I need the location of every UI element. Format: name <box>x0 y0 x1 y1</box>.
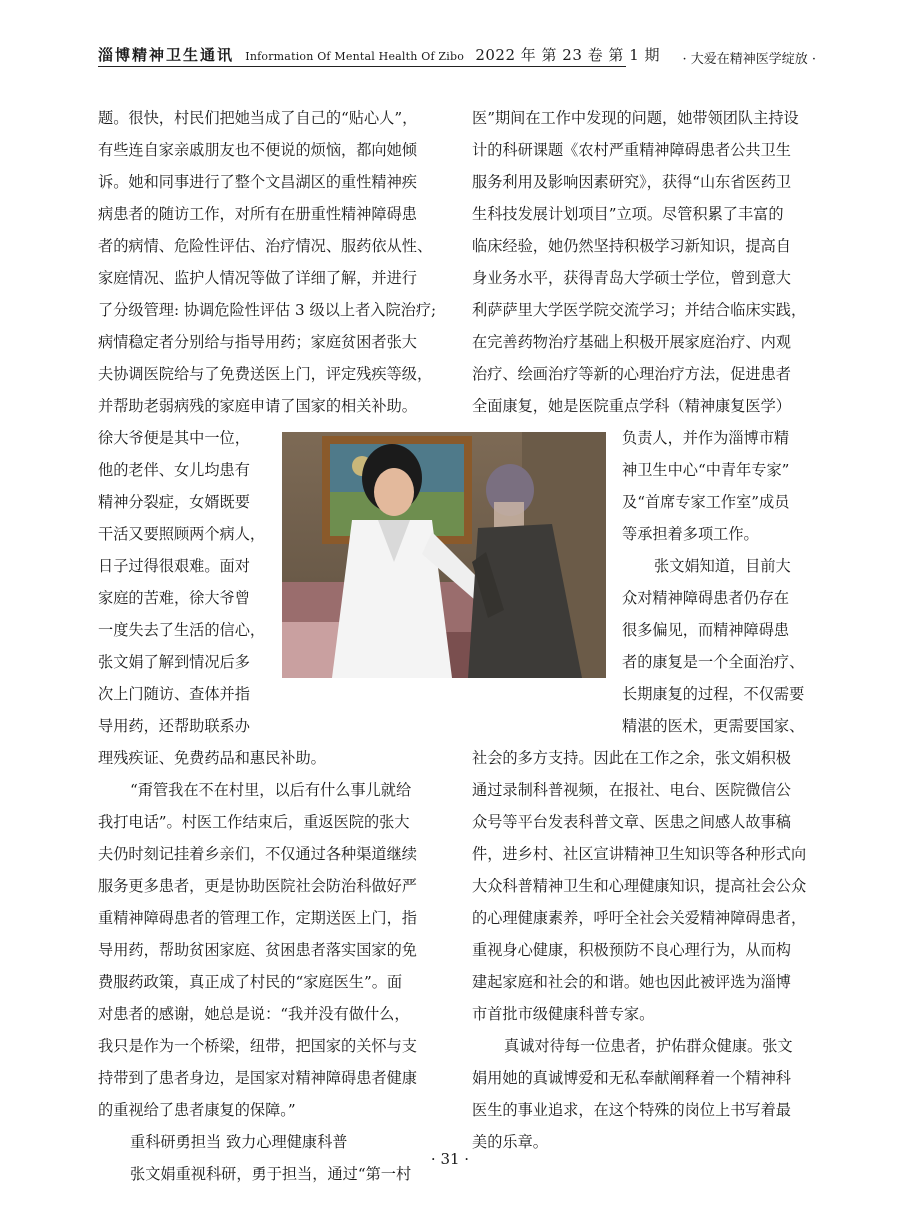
paragraph-line: 病患者的随访工作，对所有在册重性精神障碍患 <box>98 205 417 223</box>
running-header <box>98 44 660 65</box>
paragraph-line: 张文娟了解到情况后多 <box>98 653 250 671</box>
paragraph-line: 我只是作为一个桥梁，纽带，把国家的关怀与支 <box>98 1037 417 1055</box>
paragraph-line: 等承担着多项工作。 <box>622 525 759 543</box>
paragraph-line: 精湛的医术，更需要国家、 <box>622 717 805 735</box>
paragraph-line: 张文娟重视科研，勇于担当，通过“第一村 <box>130 1165 412 1183</box>
header-rule <box>98 66 626 67</box>
paragraph-line: 他的老伴、女儿均患有 <box>98 461 250 479</box>
page-number: · 31 · <box>430 1150 470 1168</box>
photo-doctor-with-patient <box>282 432 606 678</box>
paragraph-line: 对患者的感谢，她总是说：“我并没有做什么， <box>98 1005 410 1023</box>
paragraph-line: 徐大爷便是其中一位， <box>98 429 250 447</box>
journal-title-en: Information Of Mental Health Of Zibo <box>245 50 465 63</box>
paragraph-line: 导用药，还帮助联系办 <box>98 717 250 735</box>
paragraph-line: 的重视给了患者康复的保障。” <box>98 1101 296 1119</box>
article-photo <box>282 432 606 678</box>
paragraph-line: 美的乐章。 <box>472 1133 548 1151</box>
paragraph-line: 的心理健康素养，呼吁全社会关爱精神障碍患者， <box>472 909 807 927</box>
paragraph-line: 件，进乡村、社区宣讲精神卫生知识等各种形式向 <box>472 845 807 863</box>
paragraph-line: 服务更多患者，更是协助医院社会防治科做好严 <box>98 877 417 895</box>
paragraph-line: 建起家庭和社会的和谐。她也因此被评选为淄博 <box>472 973 791 991</box>
paragraph-line: 一度失去了生活的信心， <box>98 621 266 639</box>
paragraph-line: 在完善药物治疗基础上积极开展家庭治疗、内观 <box>472 333 791 351</box>
paragraph-line: 娟用她的真诚博爱和无私奉献阐释着一个精神科 <box>472 1069 791 1087</box>
paragraph-line: 众对精神障碍患者仍存在 <box>622 589 790 607</box>
paragraph-line: 病情稳定者分别给与指导用药；家庭贫困者张大 <box>98 333 417 351</box>
paragraph-line: 神卫生中心“中青年专家” <box>622 461 790 479</box>
paragraph-line: 者的康复是一个全面治疗、 <box>622 653 805 671</box>
paragraph-line: 计的科研课题《农村严重精神障碍患者公共卫生 <box>472 141 791 159</box>
paragraph-line: 者的病情、危险性评估、治疗情况、服药依从性、 <box>98 237 433 255</box>
paragraph-line: 夫协调医院给与了免费送医上门，评定残疾等级， <box>98 365 433 383</box>
paragraph-line: 社会的多方支持。因此在工作之余，张文娟积极 <box>472 749 791 767</box>
paragraph-line: 众号等平台发表科普文章、医患之间感人故事稿 <box>472 813 791 831</box>
journal-title: 淄博精神卫生通讯 <box>98 46 235 64</box>
paragraph-line: 及“首席专家工作室”成员 <box>622 493 790 511</box>
paragraph-line: 家庭情况、监护人情况等做了详细了解，并进行 <box>98 269 417 287</box>
paragraph-line: 次上门随访、查体并指 <box>98 685 250 703</box>
paragraph-line: 服务利用及影响因素研究》，获得“山东省医药卫 <box>472 173 792 191</box>
paragraph-line: 临床经验，她仍然坚持积极学习新知识，提高自 <box>472 237 791 255</box>
paragraph-line: 市首批市级健康科普专家。 <box>472 1005 655 1023</box>
issue-info: 2022 年 第 23 卷 第 1 期 <box>475 46 661 64</box>
paragraph-line: 导用药，帮助贫困家庭、贫困患者落实国家的免 <box>98 941 417 959</box>
paragraph-line: 理残疾证、免费药品和惠民补助。 <box>98 749 326 767</box>
paragraph-line: 日子过得很艰难。面对 <box>98 557 250 575</box>
paragraph-line: 负责人，并作为淄博市精 <box>622 429 790 447</box>
paragraph-line: 长期康复的过程，不仅需要 <box>622 685 805 703</box>
paragraph-line: 我打电话”。村医工作结束后，重返医院的张大 <box>98 813 410 831</box>
paragraph-line: 干活又要照顾两个病人， <box>98 525 266 543</box>
paragraph-line: 很多偏见，而精神障碍患 <box>622 621 790 639</box>
paragraph-line: 精神分裂症，女婿既要 <box>98 493 250 511</box>
paragraph-line: 身业务水平，获得青岛大学硕士学位，曾到意大 <box>472 269 791 287</box>
paragraph-line: 并帮助老弱病残的家庭申请了国家的相关补助。 <box>98 397 417 415</box>
paragraph-line: 有些连自家亲戚朋友也不便说的烦恼，都向她倾 <box>98 141 417 159</box>
paragraph-line: 诉。她和同事进行了整个文昌湖区的重性精神疾 <box>98 173 417 191</box>
paragraph-line: 全面康复，她是医院重点学科（精神康复医学） <box>472 397 791 415</box>
paragraph-line: 真诚对待每一位患者，护佑群众健康。张文 <box>504 1037 793 1055</box>
paragraph-line: 医”期间在工作中发现的问题，她带领团队主持设 <box>472 109 799 127</box>
paragraph-line: 医生的事业追求，在这个特殊的岗位上书写着最 <box>472 1101 791 1119</box>
paragraph-line: 题。很快，村民们把她当成了自己的“贴心人”， <box>98 109 418 127</box>
paragraph-line: 通过录制科普视频，在报社、电台、医院微信公 <box>472 781 791 799</box>
paragraph-line: 夫仍时刻记挂着乡亲们，不仅通过各种渠道继续 <box>98 845 417 863</box>
paragraph-line: 费服药政策，真正成了村民的“家庭医生”。面 <box>98 973 403 991</box>
section-heading: 重科研勇担当 致力心理健康科普 <box>130 1133 348 1151</box>
paragraph-line: 大众科普精神卫生和心理健康知识，提高社会公众 <box>472 877 807 895</box>
paragraph-line: 重视身心健康，积极预防不良心理行为，从而构 <box>472 941 791 959</box>
paragraph-line: 了分级管理: 协调危险性评估 3 级以上者入院治疗; <box>98 301 437 319</box>
paragraph-line: “甭管我在不在村里，以后有什么事儿就给 <box>130 781 412 799</box>
paragraph-line: 重精神障碍患者的管理工作，定期送医上门，指 <box>98 909 417 927</box>
paragraph-line: 治疗、绘画治疗等新的心理治疗方法，促进患者 <box>472 365 791 383</box>
paragraph-line: 生科技发展计划项目”立项。尽管积累了丰富的 <box>472 205 784 223</box>
paragraph-line: 持带到了患者身边，是国家对精神障碍患者健康 <box>98 1069 417 1087</box>
paragraph-line: 利萨萨里大学医学院交流学习；并结合临床实践， <box>472 301 807 319</box>
paragraph-line: 张文娟知道，目前大 <box>654 557 791 575</box>
section-title: · 大爱在精神医学绽放 · <box>682 52 816 67</box>
paragraph-line: 家庭的苦难，徐大爷曾 <box>98 589 250 607</box>
